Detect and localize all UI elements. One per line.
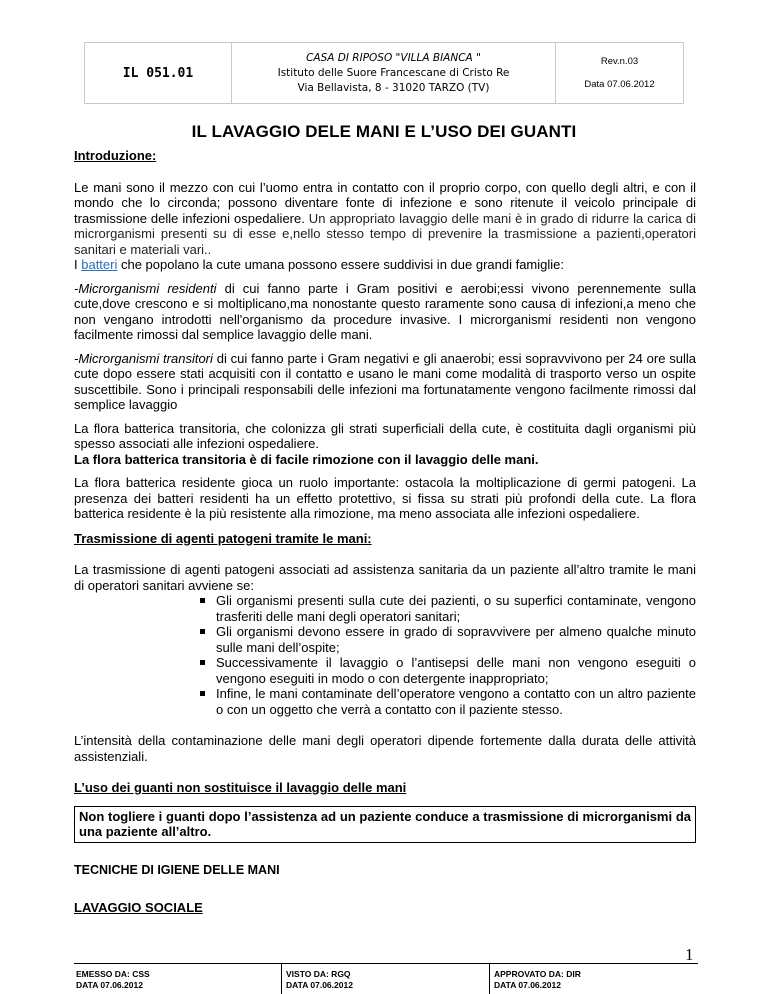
footer-issued-cell xyxy=(74,964,282,994)
issued-by: EMESSO DA: CSS xyxy=(76,969,150,979)
document-body xyxy=(74,148,696,916)
techniques-title: TECNICHE DI IGIENE DELLE MANI xyxy=(74,862,280,877)
institution-address: Via Bellavista, 8 - 31020 TARZO (TV) xyxy=(297,81,490,94)
issued-date: DATA 07.06.2012 xyxy=(76,980,143,990)
header-code-cell xyxy=(85,43,232,103)
header-table xyxy=(84,42,684,104)
intro-text: Le mani sono il mezzo con cui l’uomo entra in contatto con il proprio corpo, con quello degli altri, e con il mondo che lo circonda; possono diventare fonte di infezione e sono ritenute il veicolo principale di trasmissione delle infezioni ospedaliere. xyxy=(74,179,696,226)
intro-paragraph xyxy=(74,180,696,258)
list-item: Successivamente il lavaggio o l’antisepsi delle mani non vengono eseguiti o vengono eseguiti in modo o con detergente inappropriato; xyxy=(74,655,696,686)
bacteria-link[interactable]: batteri xyxy=(81,257,118,272)
transient-flora-paragraph: La flora batterica transitoria, che colonizza gli strati superficiali della cute, è costituita dagli organismi più spesso associati alle infezioni ospedaliere. xyxy=(74,420,696,451)
footer-approved-cell xyxy=(490,964,698,994)
revision-date: Data 07.06.2012 xyxy=(584,79,655,90)
bacteria-pre: I xyxy=(74,257,82,272)
footer-table xyxy=(74,963,698,994)
transient-text: di cui fanno parte i Gram negativi e gli anaerobi; essi sopravvivono per 24 ore sulla cute dopo essere stati acquisiti con il contatto e usano le mani come modalità di trasporto verso un ospite suscettibile. Sono i principali responsabili delle infezioni ma fortunatamente vengono facilmente rimossi dal semplice lavaggio xyxy=(74,350,696,412)
institution-line-2: Istituto delle Suore Francescane di Cristo Re xyxy=(277,66,510,79)
document-code: IL 051.01 xyxy=(122,65,194,81)
institution-name: CASA DI RIPOSO "VILLA BIANCA " xyxy=(306,51,481,64)
gloves-warning-box: Non togliere i guanti dopo l’assistenza ad un paziente conduce a trasmissione di microrganismi da una paziente all’altro. xyxy=(74,806,696,843)
transient-paragraph xyxy=(74,351,696,413)
resident-term: -Microrganismi residenti xyxy=(74,280,217,296)
intro-heading: Introduzione: xyxy=(74,148,157,163)
transient-flora-bold: La flora batterica transitoria è di facile rimozione con il lavaggio delle mani. xyxy=(74,451,539,467)
page-title: IL LAVAGGIO DELE MANI E L’USO DEI GUANTI xyxy=(191,122,577,141)
revision-number: Rev.n.03 xyxy=(600,56,639,67)
approved-date: DATA 07.06.2012 xyxy=(494,980,561,990)
gloves-heading: L’uso dei guanti non sostituisce il lavaggio delle mani xyxy=(74,780,407,795)
list-item: Gli organismi presenti sulla cute dei pazienti, o su superfici contaminate, vengono trasferiti delle mani degli operatori sanitari; xyxy=(74,593,696,624)
page-number: 1 xyxy=(685,945,694,964)
seen-date: DATA 07.06.2012 xyxy=(286,980,353,990)
list-item: Gli organismi devono essere in grado di sopravvivere per almeno qualche minuto sulle mani dell’ospite; xyxy=(74,624,696,655)
approved-by: APPROVATO DA: DIR xyxy=(494,969,581,979)
resident-paragraph xyxy=(74,281,696,343)
list-item: Infine, le mani contaminate dell’operatore vengono a contatto con un altro paziente o con un oggetto che verrà a contatto con il paziente stesso. xyxy=(74,686,696,717)
transient-term: -Microrganismi transitori xyxy=(74,350,213,366)
bacteria-paragraph xyxy=(74,257,696,273)
header-institution-cell xyxy=(232,43,556,103)
resident-flora-paragraph: La flora batterica residente gioca un ruolo importante: ostacola la moltiplicazione di germi patogeni. La presenza dei batteri residenti ha un effetto protettivo, si fissa su strati più profondi della cute. La flora batterica residente è la più resistente alla rimozione, ma meno associata alle infezioni ospedaliere. xyxy=(74,475,696,521)
resident-text: di cui fanno parte i Gram positivi e aerobi;essi vivono perennemente sulla cute,dove crescono e si moltiplicano,ma nonostante questo raramente sono causa di infezioni,a meno che non vengano introdotti nell'organismo da procedure invasive. I microrganismi residenti non vengono facilmente rimossi dal semplice lavaggio delle mani. xyxy=(74,280,697,342)
transmission-intro: La trasmissione di agenti patogeni associati ad assistenza sanitaria da un paziente all’altro tramite le mani di operatori sanitari avviene se: xyxy=(74,562,696,593)
transmission-list xyxy=(74,593,696,717)
bacteria-post: che popolano la cute umana possono essere suddivisi in due grandi famiglie: xyxy=(117,257,564,272)
transmission-heading: Trasmissione di agenti patogeni tramite le mani: xyxy=(74,530,372,546)
intro-text-cont: Un appropriato lavaggio delle mani è in grado di ridurre la carica di microrganismi presenti su di esse e,nello stesso tempo di prevenire la trasmissione a pazienti,operatori sanitari e materiali vari.. xyxy=(74,210,696,257)
header-revision-cell xyxy=(556,43,683,103)
footer-seen-cell xyxy=(282,964,490,994)
seen-by: VISTO DA: RGQ xyxy=(286,969,351,979)
intensity-paragraph: L’intensità della contaminazione delle mani degli operatori dipende fortemente dalla durata delle attività assistenziali. xyxy=(74,733,696,764)
social-wash-heading: LAVAGGIO SOCIALE xyxy=(74,900,203,915)
